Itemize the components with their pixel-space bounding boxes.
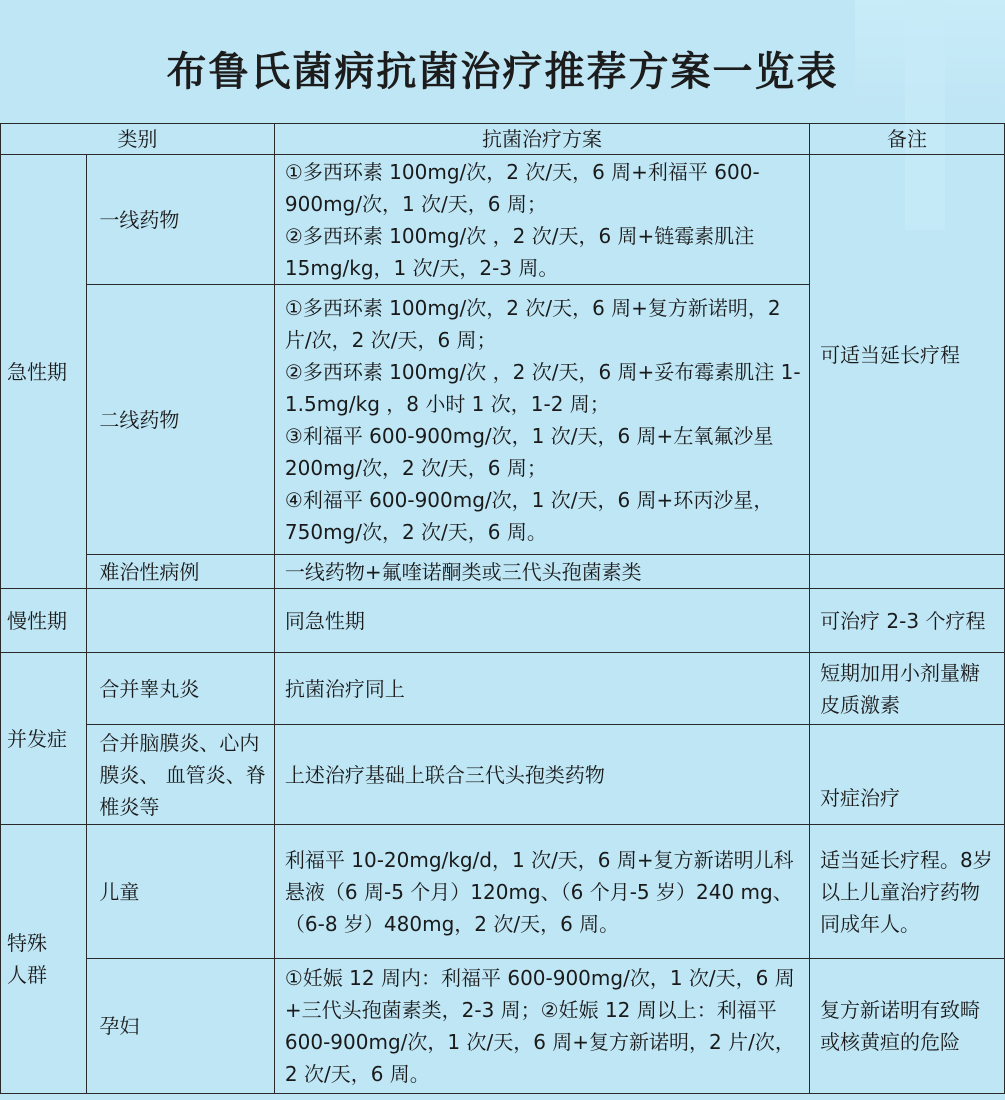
plan-line: ①多西环素 100mg/次，2 次/天，6 周+复方新诺明，2 片/次，2 次/天，6 周；	[284, 295, 781, 352]
note-orchitis: 短期加用小剂量糖皮质激素	[810, 653, 1005, 725]
header-note: 备注	[810, 124, 1005, 155]
plan-line: ①多西环素 100mg/次，2 次/天，6 周+利福平 600-900mg/次，1 次/天，6 周；	[284, 159, 760, 216]
header-plan: 抗菌治疗方案	[274, 124, 809, 155]
plan-meningitis: 上述治疗基础上联合三代头孢类药物	[274, 725, 809, 825]
treatment-table	[0, 123, 1005, 1094]
table-row	[1, 589, 1005, 653]
note-pregnant: 复方新诺明有致畸或核黄疸的危险	[810, 959, 1005, 1094]
note-refractory-empty	[810, 555, 1005, 589]
page-title: 布鲁氏菌病抗菌治疗推荐方案一览表	[166, 49, 839, 95]
subcategory-pregnant: 孕妇	[87, 959, 275, 1094]
subcategory-first-line: 一线药物	[87, 155, 275, 285]
subcategory-meningitis: 合并脑膜炎、心内膜炎、 血管炎、脊椎炎等	[87, 725, 275, 825]
plan-chronic: 同急性期	[274, 589, 809, 653]
plan-first-line	[274, 155, 809, 285]
category-complications: 并发症	[1, 653, 87, 825]
subcategory-orchitis: 合并睾丸炎	[87, 653, 275, 725]
plan-pregnant: ①妊娠 12 周内：利福平 600-900mg/次，1 次/天，6 周+三代头孢菌素类，2-3 周；②妊娠 12 周以上：利福平 600-900mg/次，1 次/天，6 周+复方新诺明，2 片/次，2 次/天，6 周。	[274, 959, 809, 1094]
category-acute: 急性期	[1, 155, 87, 589]
category-special: 特殊人群	[1, 825, 87, 1094]
subcategory-chronic-empty	[87, 589, 275, 653]
note-meningitis: 对症治疗	[810, 725, 1005, 825]
plan-line: ③利福平 600-900mg/次，1 次/天，6 周+左氧氟沙星 200mg/次，2 次/天，6 周；	[284, 423, 774, 480]
table-row	[1, 155, 1005, 285]
plan-line: ④利福平 600-900mg/次，1 次/天，6 周+环丙沙星，750mg/次，2 次/天，6 周。	[284, 487, 774, 544]
subcategory-refractory: 难治性病例	[87, 555, 275, 589]
header-category: 类别	[1, 124, 275, 155]
table-row	[1, 825, 1005, 959]
plan-line: ②多西环素 100mg/次 ，2 次/天，6 周+妥布霉素肌注 1-1.5mg/kg ，8 小时 1 次，1-2 周；	[284, 359, 801, 416]
plan-orchitis: 抗菌治疗同上	[274, 653, 809, 725]
table-header-row	[1, 124, 1005, 155]
subcategory-second-line: 二线药物	[87, 285, 275, 555]
plan-refractory: 一线药物+氟喹诺酮类或三代头孢菌素类	[274, 555, 809, 589]
category-chronic: 慢性期	[1, 589, 87, 653]
table-row	[1, 725, 1005, 825]
plan-line: ②多西环素 100mg/次 ，2 次/天，6 周+链霉素肌注 15mg/kg，1 次/天，2-3 周。	[284, 223, 755, 280]
table-row	[1, 959, 1005, 1094]
note-chronic: 可治疗 2-3 个疗程	[810, 589, 1005, 653]
note-acute: 可适当延长疗程	[810, 155, 1005, 555]
subcategory-children: 儿童	[87, 825, 275, 959]
table-row	[1, 555, 1005, 589]
table-row	[1, 653, 1005, 725]
plan-second-line	[274, 285, 809, 555]
plan-children: 利福平 10-20mg/kg/d，1 次/天，6 周+复方新诺明儿科悬液（6 周-5 个月）120mg、（6 个月-5 岁）240 mg、（6-8 岁）480mg，2 次/天，6 周。	[274, 825, 809, 959]
note-children: 适当延长疗程。8岁以上儿童治疗药物同成年人。	[810, 825, 1005, 959]
